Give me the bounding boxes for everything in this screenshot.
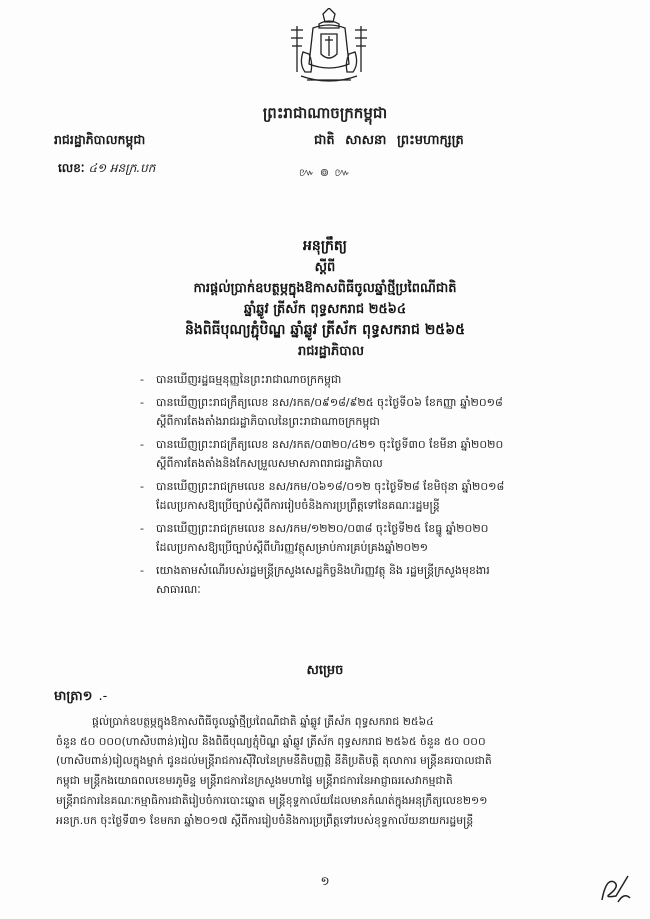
- recital-item: - បានឃើញព្រះរាជក្រឹត្យលេខ នស/រកត/០៩១៨/៩២៥ ចុះថ្ងៃទី០៦ ខែកញ្ញា ឆ្នាំ២០១៨ ស្តីពីការតែងតាំងរាជរដ្ឋាភិបាលនៃព្រះរាជាណាចក្រកម្ពុជា: [140, 395, 503, 428]
- issuer-heading: រាជរដ្ឋាភិបាល: [298, 344, 365, 359]
- article-line: មន្ត្រីរាជការនៃគណៈកម្មាធិការជាតិរៀបចំការបោះឆ្នោត មន្ត្រីខុទ្ទកាល័យដែលមានកំណត់ក្នុងអនុក្រឹត្យលេខ២១១: [56, 793, 488, 807]
- header-row: [0, 132, 650, 152]
- recital-item: - បានឃើញព្រះរាជក្រមលេខ នស/រកម/១២២០/០៣៨ ចុះថ្ងៃទី២៥ ខែធ្នូ ឆ្នាំ២០២០ ដែលប្រកាសឱ្យប្រើច្បាប់ស្តីពីហិរញ្ញវត្ថុសម្រាប់ការគ្រប់គ្រងឆ្នាំ២០២១: [140, 521, 489, 554]
- recital-item: - បានឃើញរដ្ឋធម្មនុញ្ញនៃព្រះរាជាណាចក្រកម្ពុជា: [140, 373, 342, 386]
- title-line-1: ការផ្តល់ប្រាក់ឧបត្ថម្ភក្នុងឱកាសពិធីចូលឆ្នាំថ្មីប្រពៃណីជាតិ: [193, 281, 457, 296]
- recital-item: - បានឃើញព្រះរាជក្រមលេខ នស/រកម/០៦១៨/០១២ ចុះថ្ងៃទី២៨ ខែមិថុនា ឆ្នាំ២០១៨ ដែលប្រកាសឱ្យប្រើច្បាប់ស្តីពីការរៀបចំនិងការប្រព្រឹត្តទៅនៃគណៈរដ្ឋមន្ត្រី: [140, 479, 505, 512]
- title-about: ស្តីពី: [314, 260, 336, 275]
- article-line: អនក្រ.បក ចុះថ្ងៃទី៣១ ខែមករា ឆ្នាំ២០១៧ ស្តីពីការរៀបចំនិងការប្រព្រឹត្តទៅរបស់ខុទ្ទកាល័យនាយករដ្ឋមន្ត្រី: [56, 813, 474, 827]
- article-heading: មាត្រា១ .-: [54, 689, 108, 704]
- recitals-list: [140, 370, 616, 603]
- article-line: ចំនួន ៥០ ០០០(ហាសិបពាន់)រៀល និងពិធីបុណ្យភ្ជុំបិណ្ឌ ឆ្នាំឆ្លូវ ត្រីស័ក ពុទ្ធសករាជ ២៥៦៥ ចំនួន ៥០ ០០០: [56, 734, 486, 748]
- initials-signature: [596, 872, 634, 906]
- recital-item: - យោងតាមសំណើរបស់រដ្ឋមន្ត្រីក្រសួងសេដ្ឋកិច្ចនិងហិរញ្ញវត្ថុ និង រដ្ឋមន្ត្រីក្រសួងមុខងារ សាធារណៈ: [140, 563, 490, 596]
- ornament-divider: ៚ ៙ ៚: [298, 166, 352, 179]
- article-line: ផ្តល់ប្រាក់ឧបត្ថម្ភក្នុងឱកាសពិធីចូលឆ្នាំថ្មីប្រពៃណីជាតិ ឆ្នាំឆ្លូវ ត្រីស័ក ពុទ្ធសករាជ ២៥៦៤: [92, 715, 434, 728]
- national-motto: ជាតិ សាសនា ព្រះមហាក្សត្រ: [314, 133, 464, 148]
- decision-heading: សម្រេច: [306, 663, 344, 678]
- document-type: អនុក្រឹត្យ: [303, 238, 347, 254]
- title-line-2: ឆ្នាំឆ្លូវ ត្រីស័ក ពុទ្ធសករាជ ២៥៦៤: [243, 302, 407, 317]
- article-line: កម្ពុជា មន្ត្រីកងយោធពលខេមរភូមិន្ទ មន្ត្រីរាជការនៃក្រសួងមហាផ្ទៃ មន្ត្រីរាជការនៃអាជ្ញាធរសេវាកម្មជាតិ: [56, 774, 453, 788]
- government-name: រាជរដ្ឋាភិបាលកម្ពុជា: [54, 132, 146, 147]
- page-number: ១: [320, 874, 330, 888]
- document-title: [0, 236, 650, 341]
- article-body: [56, 712, 612, 830]
- reference-label: លេខៈ: [58, 161, 85, 175]
- title-line-3: និងពិធីបុណ្យភ្ជុំបិណ្ឌ ឆ្នាំឆ្លូវ ត្រីស័ក ពុទ្ធសករាជ ២៥៦៥: [184, 322, 466, 338]
- reference-value: ៤១ អនក្រ.បក: [88, 161, 156, 175]
- recital-item: - បានឃើញព្រះរាជក្រឹត្យលេខ នស/រកត/០៣២០/៤២១ ចុះថ្ងៃទី៣០ ខែមីនា ឆ្នាំ២០២០ ស្តីពីការតែងតាំងនិងកែសម្រួលសមាសភាពរាជរដ្ឋាភិបាល: [140, 437, 504, 470]
- royal-coat-of-arms-emblem: [283, 8, 375, 90]
- article-line: (ហាសិបពាន់)រៀលក្នុងម្នាក់ ជូនដល់មន្ត្រីរាជការស៊ីវិលនៃក្រមនីតិបញ្ញត្តិ នីតិប្រតិបត្តិ តុលាការ មន្ត្រីនគរបាលជាតិ: [56, 754, 492, 768]
- kingdom-heading: ព្រះរាជាណាចក្រកម្ពុជា: [262, 104, 388, 122]
